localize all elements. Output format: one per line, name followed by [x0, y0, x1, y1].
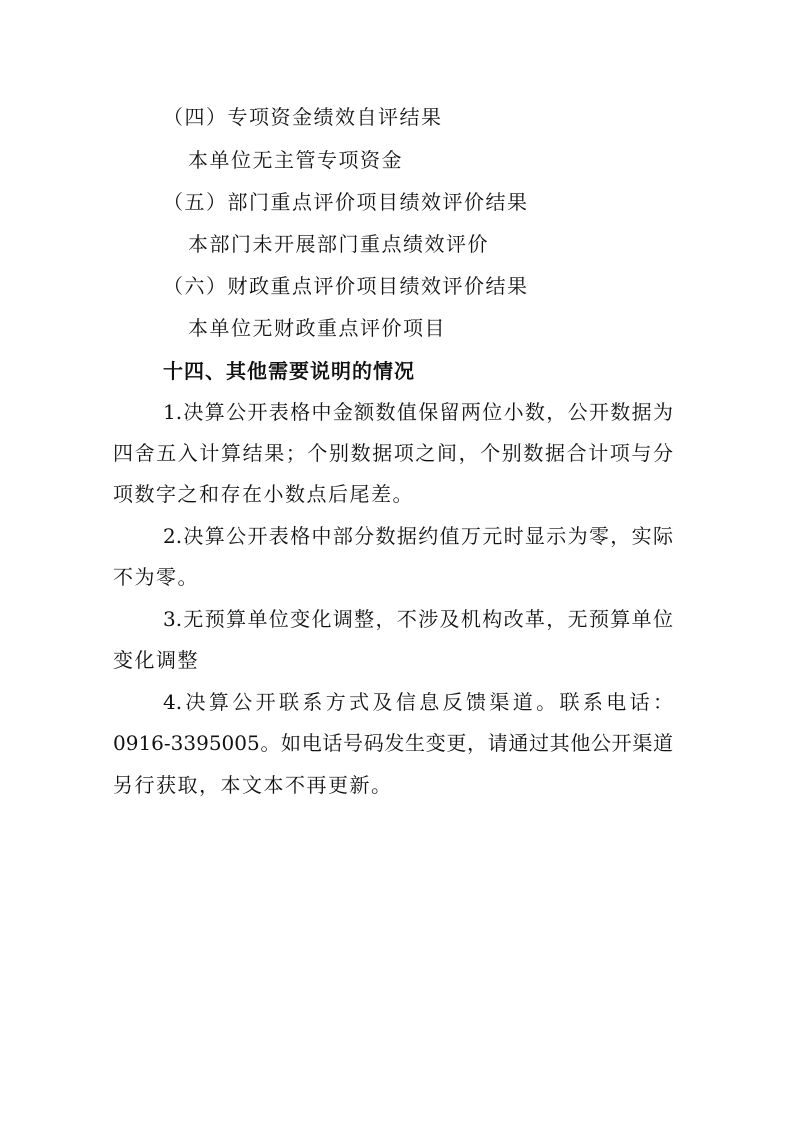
section-5-title: （五）部门重点评价项目绩效评价结果	[163, 190, 529, 214]
section-6-title: （六）财政重点评价项目绩效评价结果	[163, 274, 529, 298]
note-4-line-2: 0916-3395005。如电话号码发生变更，请通过其他公开渠道	[113, 731, 673, 755]
section-4-title: （四）专项资金绩效自评结果	[163, 105, 443, 129]
note-3-line-1: 3.无预算单位变化调整，不涉及机构改革，无预算单位	[163, 607, 673, 631]
section-6-body: 本单位无财政重点评价项目	[188, 316, 446, 340]
note-4-line-1: 4.决算公开联系方式及信息反馈渠道。联系电话：	[163, 690, 673, 714]
note-2-line-2: 不为零。	[113, 565, 199, 589]
note-1-line-2: 四舍五入计算结果；个别数据项之间，个别数据合计项与分	[113, 441, 673, 465]
note-4-line-3: 另行获取，本文本不再更新。	[113, 773, 393, 797]
note-3-line-2: 变化调整	[113, 648, 199, 672]
note-1-line-3: 项数字之和存在小数点后尾差。	[113, 482, 414, 506]
section-5-body: 本部门未开展部门重点绩效评价	[188, 232, 489, 256]
note-2-line-1: 2.决算公开表格中部分数据约值万元时显示为零，实际	[163, 524, 673, 548]
section-4-body: 本单位无主管专项资金	[188, 148, 403, 172]
note-1-line-1: 1.决算公开表格中金额数值保留两位小数，公开数据为	[163, 400, 673, 424]
heading-14: 十四、其他需要说明的情况	[163, 359, 415, 383]
